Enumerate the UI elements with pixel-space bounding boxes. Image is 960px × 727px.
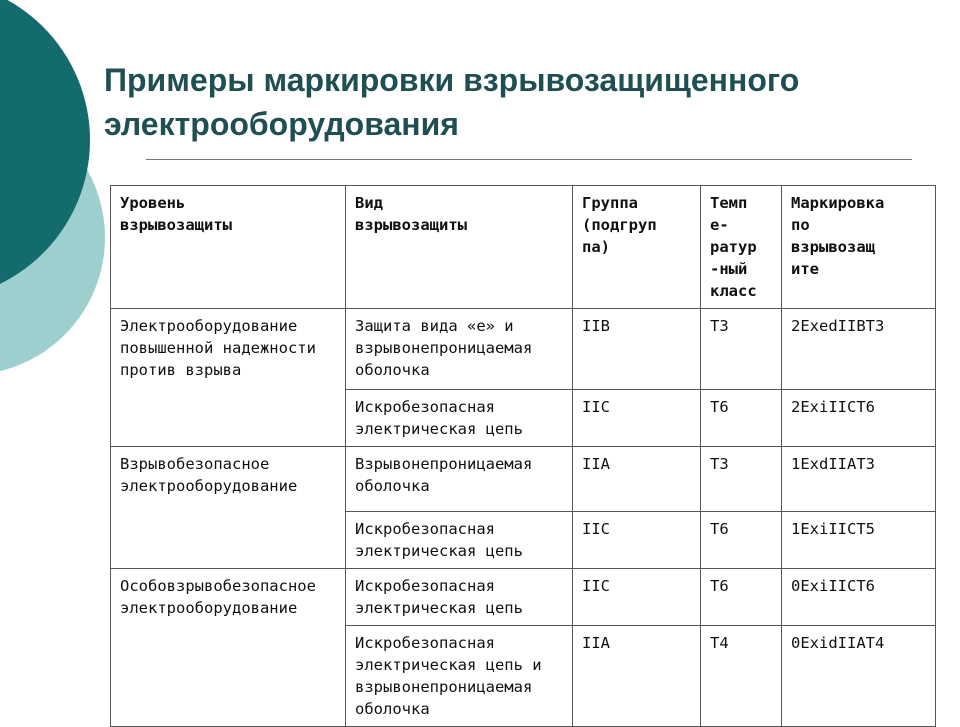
header-group: Группа (подгруп па) (573, 186, 701, 309)
type-cell: Искробезопасная электрическая цепь (346, 569, 573, 626)
marking-cell: 0ExiIICT6 (782, 569, 936, 626)
temp-cell: T6 (701, 512, 782, 569)
header-marking: Маркировка по взрывозащ ите (782, 186, 936, 309)
type-cell: Искробезопасная электрическая цепь и взрывонепроницаемая оболочка (346, 626, 573, 727)
marking-cell: 1ExdIIAT3 (782, 447, 936, 512)
group-cell: IIC (573, 569, 701, 626)
slide-title-line2: электрооборудования (104, 106, 459, 142)
type-cell: Искробезопасная электрическая цепь (346, 390, 573, 447)
marking-cell: 2ExiIICT6 (782, 390, 936, 447)
marking-table (110, 185, 936, 727)
marking-cell: 0ExidIIAT4 (782, 626, 936, 727)
marking-cell: 1ExiIICT5 (782, 512, 936, 569)
header-temp-class: Темп е- ратур -ный класс (701, 186, 782, 309)
table-row (111, 569, 936, 626)
header-type: Вид взрывозащиты (346, 186, 573, 309)
temp-cell: T6 (701, 569, 782, 626)
level-cell: Взрывобезопасное электрооборудование (111, 447, 346, 569)
group-cell: IIA (573, 447, 701, 512)
header-level: Уровень взрывозащиты (111, 186, 346, 309)
type-cell: Взрывонепроницаемая оболочка (346, 447, 573, 512)
level-cell: Электрооборудование повышенной надежности против взрыва (111, 309, 346, 447)
table-row (111, 447, 936, 512)
type-cell: Искробезопасная электрическая цепь (346, 512, 573, 569)
type-cell: Защита вида «е» и взрывонепроницаемая оболочка (346, 309, 573, 390)
slide-title-line1: Примеры маркировки взрывозащищенного (104, 62, 800, 98)
temp-cell: T3 (701, 309, 782, 390)
group-cell: IIC (573, 512, 701, 569)
slide-title (104, 58, 944, 146)
temp-cell: T4 (701, 626, 782, 727)
group-cell: IIC (573, 390, 701, 447)
level-cell: Особовзрывобезопасное электрооборудование (111, 569, 346, 727)
group-cell: IIA (573, 626, 701, 727)
title-divider (146, 159, 912, 160)
table-header-row (111, 186, 936, 309)
temp-cell: T3 (701, 447, 782, 512)
temp-cell: T6 (701, 390, 782, 447)
group-cell: IIB (573, 309, 701, 390)
table-row (111, 309, 936, 390)
marking-cell: 2ExedIIBT3 (782, 309, 936, 390)
